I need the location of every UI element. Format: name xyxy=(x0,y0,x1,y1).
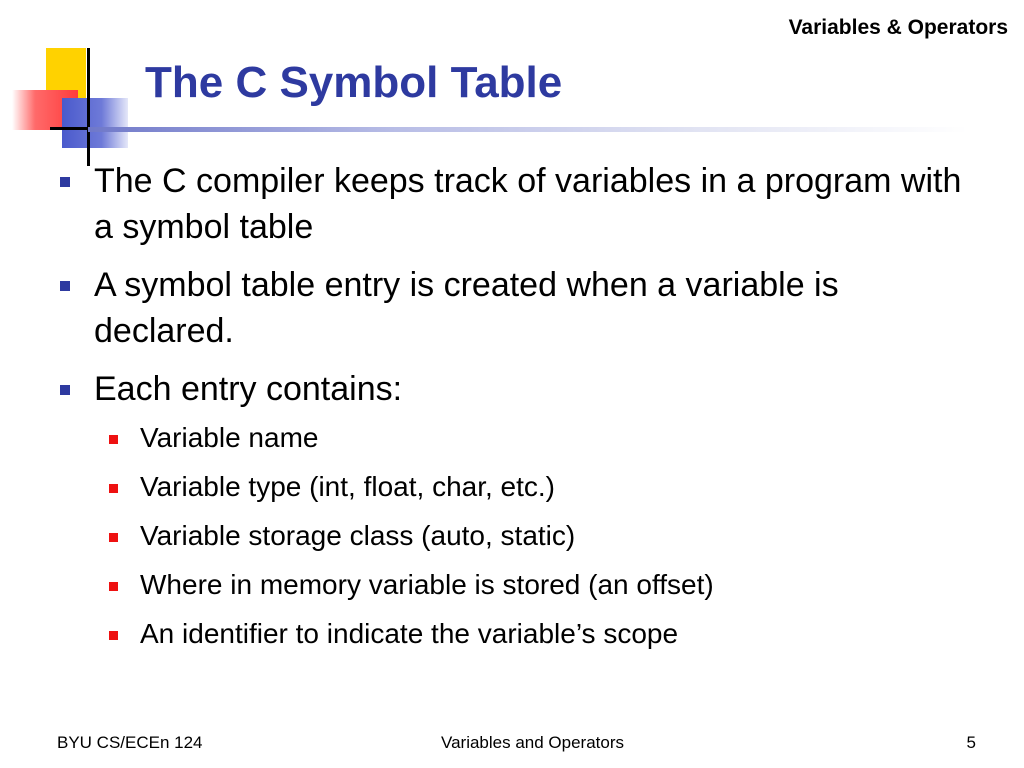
bullet-item xyxy=(56,262,986,354)
sub-bullet-text: Variable storage class (auto, static) xyxy=(140,520,576,551)
sub-bullet-list xyxy=(56,420,986,652)
square-sub-bullet-icon xyxy=(109,435,118,444)
header-label: Variables & Operators xyxy=(788,16,1008,39)
square-sub-bullet-icon xyxy=(109,631,118,640)
decorative-blue-square xyxy=(62,98,128,148)
bullet-text: Each entry contains: xyxy=(94,370,403,408)
footer-topic: Variables and Operators xyxy=(441,733,625,752)
square-bullet-icon xyxy=(60,385,70,395)
bullet-item xyxy=(56,158,986,250)
sub-bullet-item xyxy=(56,616,986,652)
sub-bullet-item xyxy=(56,469,986,505)
sub-bullet-item xyxy=(56,567,986,603)
slide-title: The C Symbol Table xyxy=(145,58,563,107)
sub-bullet-text: Variable name xyxy=(140,422,319,453)
footer-page-number: 5 xyxy=(966,733,976,752)
square-sub-bullet-icon xyxy=(109,533,118,542)
bullet-text: A symbol table entry is created when a variable is declared. xyxy=(94,266,839,350)
sub-bullet-text: An identifier to indicate the variable’s scope xyxy=(140,618,679,649)
square-bullet-icon xyxy=(60,281,70,291)
sub-bullet-item xyxy=(56,420,986,456)
square-sub-bullet-icon xyxy=(109,582,118,591)
bullet-list xyxy=(56,158,986,665)
sub-bullet-item xyxy=(56,518,986,554)
sub-bullet-text: Where in memory variable is stored (an offset) xyxy=(140,569,714,600)
sub-bullet-text: Variable type (int, float, char, etc.) xyxy=(140,471,556,502)
footer-course: BYU CS/ECEn 124 xyxy=(57,733,203,752)
bullet-item xyxy=(56,366,986,412)
square-sub-bullet-icon xyxy=(109,484,118,493)
square-bullet-icon xyxy=(60,177,70,187)
title-underline-rule xyxy=(88,127,968,132)
decorative-vertical-line xyxy=(87,48,90,166)
bullet-text: The C compiler keeps track of variables in a program with a symbol table xyxy=(94,162,962,246)
